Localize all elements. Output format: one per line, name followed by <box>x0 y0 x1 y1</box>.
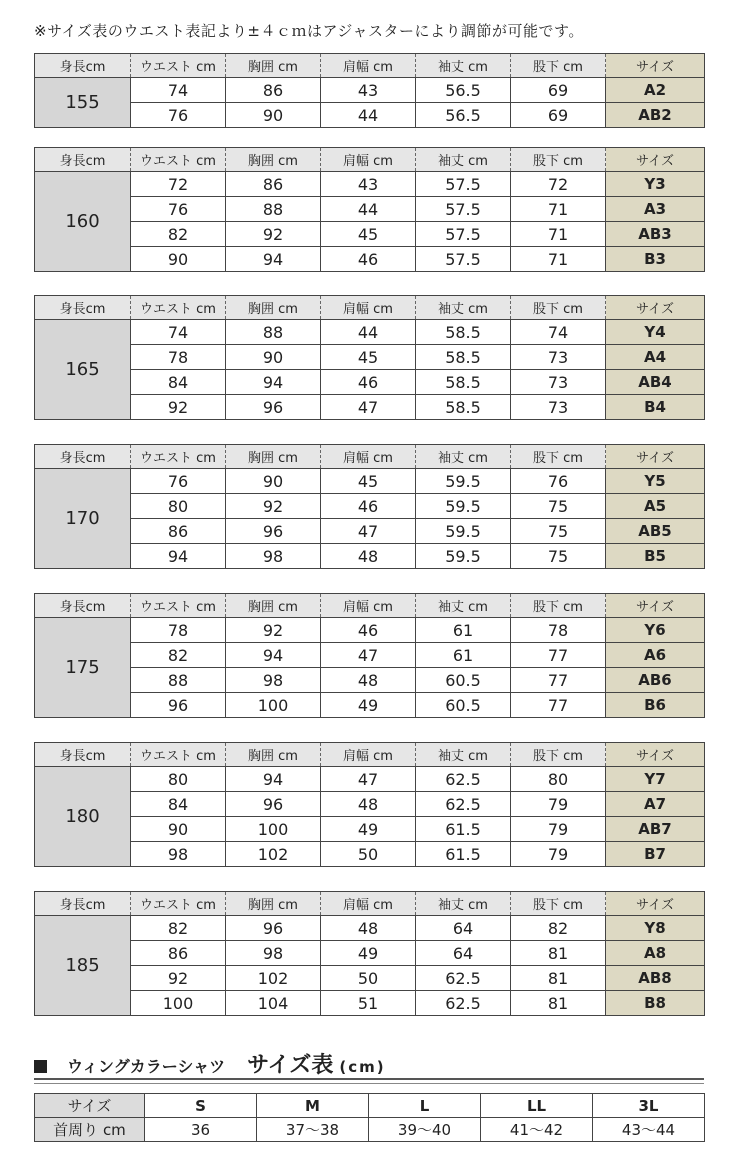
measure-cell: 61 <box>416 643 511 668</box>
table-row <box>35 519 705 544</box>
measure-cell: 82 <box>131 916 226 941</box>
measure-cell: 47 <box>321 519 416 544</box>
table-row <box>35 345 705 370</box>
measure-cell: 86 <box>226 78 321 103</box>
size-code-cell: B7 <box>606 842 705 867</box>
table-header-row <box>35 892 705 916</box>
measure-cell: 48 <box>321 668 416 693</box>
table-row <box>35 941 705 966</box>
column-header: 肩幅 cm <box>321 296 416 320</box>
shirt-size-cell: LL <box>481 1094 593 1118</box>
column-header: 袖丈 cm <box>416 54 511 78</box>
measure-cell: 71 <box>511 222 606 247</box>
size-code-cell: A3 <box>606 197 705 222</box>
measure-cell: 71 <box>511 247 606 272</box>
measure-cell: 46 <box>321 494 416 519</box>
column-header: サイズ <box>606 296 705 320</box>
measure-cell: 77 <box>511 643 606 668</box>
size-code-cell: AB8 <box>606 966 705 991</box>
table-row <box>35 197 705 222</box>
measure-cell: 78 <box>511 618 606 643</box>
column-header: サイズ <box>606 445 705 469</box>
size-table-block <box>34 742 704 867</box>
measure-cell: 100 <box>226 693 321 718</box>
size-code-cell: B4 <box>606 395 705 420</box>
measure-cell: 43 <box>321 78 416 103</box>
measure-cell: 100 <box>131 991 226 1016</box>
measure-cell: 92 <box>226 618 321 643</box>
size-table-block <box>34 147 704 272</box>
column-header: 身長cm <box>35 594 131 618</box>
size-table <box>34 53 705 128</box>
column-header: 胸囲 cm <box>226 148 321 172</box>
column-header: ウエスト cm <box>131 296 226 320</box>
table-row <box>35 494 705 519</box>
size-code-cell: A5 <box>606 494 705 519</box>
column-header: サイズ <box>606 148 705 172</box>
measure-cell: 64 <box>416 941 511 966</box>
column-header: ウエスト cm <box>131 892 226 916</box>
measure-cell: 78 <box>131 618 226 643</box>
table-row <box>35 78 705 103</box>
shirt-title-unit: (cm) <box>339 1058 386 1076</box>
measure-cell: 77 <box>511 693 606 718</box>
measure-cell: 75 <box>511 544 606 569</box>
measure-cell: 58.5 <box>416 395 511 420</box>
table-row <box>35 247 705 272</box>
measure-cell: 56.5 <box>416 78 511 103</box>
shirt-neck-cell: 39〜40 <box>369 1118 481 1142</box>
shirt-neck-row <box>35 1118 705 1142</box>
measure-cell: 92 <box>226 494 321 519</box>
measure-cell: 49 <box>321 817 416 842</box>
measure-cell: 69 <box>511 78 606 103</box>
measure-cell: 78 <box>131 345 226 370</box>
measure-cell: 94 <box>131 544 226 569</box>
column-header: 袖丈 cm <box>416 892 511 916</box>
shirt-size-cell: L <box>369 1094 481 1118</box>
column-header: サイズ <box>606 892 705 916</box>
size-code-cell: AB7 <box>606 817 705 842</box>
column-header: 袖丈 cm <box>416 594 511 618</box>
height-cell: 170 <box>35 469 131 569</box>
measure-cell: 81 <box>511 941 606 966</box>
measure-cell: 46 <box>321 370 416 395</box>
size-code-cell: A7 <box>606 792 705 817</box>
measure-cell: 47 <box>321 767 416 792</box>
column-header: 袖丈 cm <box>416 148 511 172</box>
measure-cell: 43 <box>321 172 416 197</box>
size-code-cell: B6 <box>606 693 705 718</box>
height-cell: 175 <box>35 618 131 718</box>
measure-cell: 94 <box>226 247 321 272</box>
measure-cell: 48 <box>321 544 416 569</box>
table-row <box>35 792 705 817</box>
size-table-block <box>34 444 704 569</box>
column-header: 身長cm <box>35 892 131 916</box>
measure-cell: 59.5 <box>416 519 511 544</box>
measure-cell: 64 <box>416 916 511 941</box>
measure-cell: 76 <box>511 469 606 494</box>
column-header: 胸囲 cm <box>226 594 321 618</box>
column-header: 胸囲 cm <box>226 743 321 767</box>
measure-cell: 79 <box>511 842 606 867</box>
measure-cell: 79 <box>511 792 606 817</box>
size-table <box>34 295 705 420</box>
measure-cell: 58.5 <box>416 320 511 345</box>
measure-cell: 58.5 <box>416 345 511 370</box>
shirt-section-title <box>34 1048 386 1079</box>
measure-cell: 96 <box>131 693 226 718</box>
table-row <box>35 916 705 941</box>
size-code-cell: B3 <box>606 247 705 272</box>
measure-cell: 88 <box>226 197 321 222</box>
column-header: サイズ <box>606 743 705 767</box>
measure-cell: 61 <box>416 618 511 643</box>
measure-cell: 80 <box>131 494 226 519</box>
size-code-cell: Y7 <box>606 767 705 792</box>
measure-cell: 59.5 <box>416 469 511 494</box>
table-header-row <box>35 445 705 469</box>
measure-cell: 48 <box>321 792 416 817</box>
column-header: サイズ <box>606 54 705 78</box>
measure-cell: 90 <box>226 469 321 494</box>
measure-cell: 45 <box>321 222 416 247</box>
size-code-cell: B5 <box>606 544 705 569</box>
measure-cell: 44 <box>321 103 416 128</box>
column-header: ウエスト cm <box>131 594 226 618</box>
measure-cell: 90 <box>226 345 321 370</box>
size-table-block <box>34 53 704 128</box>
measure-cell: 47 <box>321 395 416 420</box>
measure-cell: 88 <box>226 320 321 345</box>
measure-cell: 96 <box>226 916 321 941</box>
measure-cell: 47 <box>321 643 416 668</box>
column-header: 袖丈 cm <box>416 743 511 767</box>
table-row <box>35 172 705 197</box>
column-header: 胸囲 cm <box>226 892 321 916</box>
measure-cell: 82 <box>131 222 226 247</box>
measure-cell: 62.5 <box>416 792 511 817</box>
measure-cell: 61.5 <box>416 817 511 842</box>
measure-cell: 88 <box>131 668 226 693</box>
measure-cell: 72 <box>131 172 226 197</box>
shirt-size-cell: S <box>145 1094 257 1118</box>
height-cell: 160 <box>35 172 131 272</box>
measure-cell: 59.5 <box>416 494 511 519</box>
column-header: 身長cm <box>35 148 131 172</box>
table-row <box>35 370 705 395</box>
measure-cell: 74 <box>131 320 226 345</box>
column-header: 肩幅 cm <box>321 148 416 172</box>
measure-cell: 62.5 <box>416 991 511 1016</box>
size-table <box>34 444 705 569</box>
measure-cell: 76 <box>131 197 226 222</box>
column-header: 肩幅 cm <box>321 54 416 78</box>
shirt-neck-cell: 36 <box>145 1118 257 1142</box>
column-header: 身長cm <box>35 743 131 767</box>
column-header: 肩幅 cm <box>321 445 416 469</box>
size-table <box>34 147 705 272</box>
column-header: 袖丈 cm <box>416 445 511 469</box>
measure-cell: 82 <box>131 643 226 668</box>
column-header: 股下 cm <box>511 594 606 618</box>
measure-cell: 100 <box>226 817 321 842</box>
column-header: 肩幅 cm <box>321 892 416 916</box>
measure-cell: 84 <box>131 370 226 395</box>
column-header: 身長cm <box>35 54 131 78</box>
measure-cell: 86 <box>226 172 321 197</box>
shirt-title-main: ウィングカラーシャツ <box>67 1057 226 1076</box>
measure-cell: 49 <box>321 941 416 966</box>
measure-cell: 60.5 <box>416 668 511 693</box>
measure-cell: 104 <box>226 991 321 1016</box>
measure-cell: 86 <box>131 941 226 966</box>
measure-cell: 44 <box>321 320 416 345</box>
size-code-cell: A8 <box>606 941 705 966</box>
measure-cell: 86 <box>131 519 226 544</box>
divider <box>34 1083 704 1084</box>
column-header: 股下 cm <box>511 892 606 916</box>
measure-cell: 57.5 <box>416 222 511 247</box>
measure-cell: 48 <box>321 916 416 941</box>
column-header: サイズ <box>606 594 705 618</box>
measure-cell: 96 <box>226 792 321 817</box>
size-code-cell: Y3 <box>606 172 705 197</box>
measure-cell: 76 <box>131 103 226 128</box>
measure-cell: 94 <box>226 370 321 395</box>
column-header: ウエスト cm <box>131 445 226 469</box>
table-header-row <box>35 148 705 172</box>
size-code-cell: Y8 <box>606 916 705 941</box>
table-row <box>35 991 705 1016</box>
size-code-cell: AB6 <box>606 668 705 693</box>
size-code-cell: B8 <box>606 991 705 1016</box>
measure-cell: 71 <box>511 197 606 222</box>
measure-cell: 44 <box>321 197 416 222</box>
size-table-block <box>34 593 704 718</box>
measure-cell: 90 <box>131 817 226 842</box>
measure-cell: 62.5 <box>416 966 511 991</box>
shirt-neck-cell: 41〜42 <box>481 1118 593 1142</box>
column-header: 肩幅 cm <box>321 743 416 767</box>
table-row <box>35 544 705 569</box>
measure-cell: 94 <box>226 767 321 792</box>
table-row <box>35 103 705 128</box>
measure-cell: 98 <box>226 941 321 966</box>
measure-cell: 46 <box>321 618 416 643</box>
measure-cell: 51 <box>321 991 416 1016</box>
measure-cell: 92 <box>131 395 226 420</box>
size-code-cell: Y6 <box>606 618 705 643</box>
adjuster-note: ※サイズ表のウエスト表記より±４ｃｍはアジャスターにより調節が可能です。 <box>34 22 584 40</box>
measure-cell: 81 <box>511 991 606 1016</box>
column-header: 身長cm <box>35 445 131 469</box>
measure-cell: 45 <box>321 345 416 370</box>
measure-cell: 98 <box>131 842 226 867</box>
measure-cell: 74 <box>131 78 226 103</box>
size-table <box>34 593 705 718</box>
measure-cell: 62.5 <box>416 767 511 792</box>
size-table <box>34 891 705 1016</box>
column-header: 股下 cm <box>511 743 606 767</box>
measure-cell: 73 <box>511 370 606 395</box>
height-cell: 185 <box>35 916 131 1016</box>
table-header-row <box>35 743 705 767</box>
size-table <box>34 742 705 867</box>
measure-cell: 46 <box>321 247 416 272</box>
table-row <box>35 767 705 792</box>
column-header: 袖丈 cm <box>416 296 511 320</box>
measure-cell: 90 <box>131 247 226 272</box>
shirt-size-row <box>35 1094 705 1118</box>
table-row <box>35 222 705 247</box>
measure-cell: 75 <box>511 519 606 544</box>
measure-cell: 72 <box>511 172 606 197</box>
measure-cell: 69 <box>511 103 606 128</box>
table-row <box>35 618 705 643</box>
measure-cell: 49 <box>321 693 416 718</box>
size-table-block <box>34 891 704 1016</box>
column-header: 肩幅 cm <box>321 594 416 618</box>
measure-cell: 60.5 <box>416 693 511 718</box>
measure-cell: 73 <box>511 395 606 420</box>
measure-cell: 102 <box>226 842 321 867</box>
table-row <box>35 842 705 867</box>
square-bullet-icon <box>34 1060 47 1073</box>
measure-cell: 76 <box>131 469 226 494</box>
measure-cell: 81 <box>511 966 606 991</box>
measure-cell: 96 <box>226 395 321 420</box>
shirt-title-sub: サイズ表 <box>247 1053 334 1078</box>
measure-cell: 57.5 <box>416 197 511 222</box>
size-code-cell: AB3 <box>606 222 705 247</box>
measure-cell: 92 <box>131 966 226 991</box>
measure-cell: 45 <box>321 469 416 494</box>
measure-cell: 90 <box>226 103 321 128</box>
measure-cell: 80 <box>131 767 226 792</box>
measure-cell: 79 <box>511 817 606 842</box>
shirt-size-table <box>34 1093 705 1142</box>
table-row <box>35 320 705 345</box>
column-header: 股下 cm <box>511 296 606 320</box>
size-code-cell: AB4 <box>606 370 705 395</box>
table-header-row <box>35 594 705 618</box>
column-header: 胸囲 cm <box>226 296 321 320</box>
table-row <box>35 643 705 668</box>
column-header: 胸囲 cm <box>226 445 321 469</box>
shirt-size-cell: M <box>257 1094 369 1118</box>
measure-cell: 82 <box>511 916 606 941</box>
size-code-cell: A2 <box>606 78 705 103</box>
size-code-cell: Y5 <box>606 469 705 494</box>
divider <box>34 1078 704 1080</box>
size-code-cell: Y4 <box>606 320 705 345</box>
column-header: 股下 cm <box>511 54 606 78</box>
measure-cell: 59.5 <box>416 544 511 569</box>
shirt-neck-label: 首周り cm <box>35 1118 145 1142</box>
measure-cell: 80 <box>511 767 606 792</box>
column-header: 胸囲 cm <box>226 54 321 78</box>
measure-cell: 75 <box>511 494 606 519</box>
size-code-cell: A4 <box>606 345 705 370</box>
column-header: 股下 cm <box>511 148 606 172</box>
size-code-cell: AB2 <box>606 103 705 128</box>
measure-cell: 57.5 <box>416 172 511 197</box>
measure-cell: 84 <box>131 792 226 817</box>
column-header: 股下 cm <box>511 445 606 469</box>
measure-cell: 77 <box>511 668 606 693</box>
shirt-size-label: サイズ <box>35 1094 145 1118</box>
column-header: 身長cm <box>35 296 131 320</box>
measure-cell: 102 <box>226 966 321 991</box>
column-header: ウエスト cm <box>131 743 226 767</box>
shirt-neck-cell: 43〜44 <box>593 1118 705 1142</box>
column-header: ウエスト cm <box>131 148 226 172</box>
table-header-row <box>35 296 705 320</box>
measure-cell: 50 <box>321 966 416 991</box>
column-header: ウエスト cm <box>131 54 226 78</box>
measure-cell: 94 <box>226 643 321 668</box>
height-cell: 180 <box>35 767 131 867</box>
table-row <box>35 395 705 420</box>
table-row <box>35 817 705 842</box>
measure-cell: 98 <box>226 544 321 569</box>
shirt-size-cell: 3L <box>593 1094 705 1118</box>
measure-cell: 58.5 <box>416 370 511 395</box>
height-cell: 155 <box>35 78 131 128</box>
size-table-block <box>34 295 704 420</box>
shirt-neck-cell: 37〜38 <box>257 1118 369 1142</box>
measure-cell: 50 <box>321 842 416 867</box>
size-code-cell: A6 <box>606 643 705 668</box>
measure-cell: 96 <box>226 519 321 544</box>
table-row <box>35 693 705 718</box>
measure-cell: 74 <box>511 320 606 345</box>
measure-cell: 73 <box>511 345 606 370</box>
measure-cell: 98 <box>226 668 321 693</box>
height-cell: 165 <box>35 320 131 420</box>
table-row <box>35 966 705 991</box>
measure-cell: 57.5 <box>416 247 511 272</box>
measure-cell: 56.5 <box>416 103 511 128</box>
measure-cell: 92 <box>226 222 321 247</box>
size-code-cell: AB5 <box>606 519 705 544</box>
table-header-row <box>35 54 705 78</box>
table-row <box>35 668 705 693</box>
table-row <box>35 469 705 494</box>
measure-cell: 61.5 <box>416 842 511 867</box>
